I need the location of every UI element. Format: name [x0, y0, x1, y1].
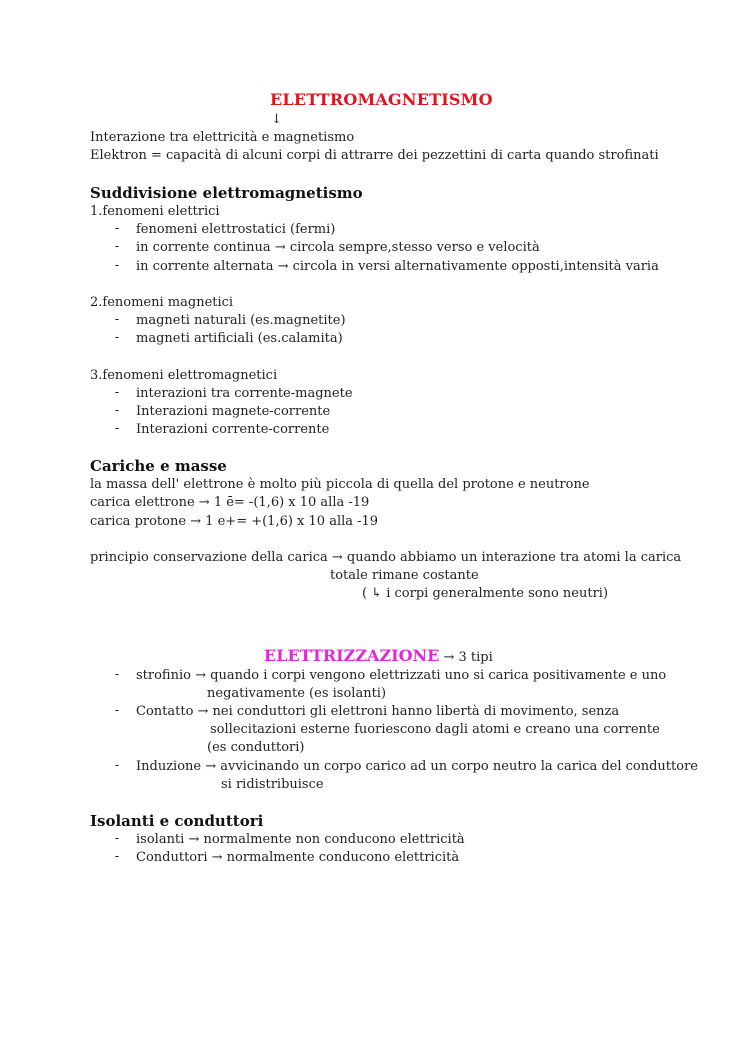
principle-line: totale rimane costante [330, 568, 479, 583]
list-item: magneti artificiali (es.calamita) [136, 331, 343, 346]
principle-note: ( ↳ i corpi generalmente sono neutri) [362, 586, 609, 601]
heading-suffix: → 3 tipi [443, 650, 493, 665]
list-item: Induzione → avvicinando un corpo carico ad un corpo neutro la carica del conduttore [136, 759, 698, 774]
list-item: fenomeni elettrostatici (fermi) [136, 222, 336, 237]
bullet-dash: - [114, 258, 120, 273]
section-heading-line [264, 647, 493, 667]
group-label: 1.fenomeni elettrici [90, 204, 220, 219]
bullet-dash: - [114, 312, 120, 327]
list-item: magneti naturali (es.magnetite) [136, 313, 346, 328]
list-item: Contatto → nei conduttori gli elettroni hanno libertà di movimento, senza [136, 704, 620, 719]
list-item-continuation: negativamente (es isolanti) [207, 686, 387, 701]
list-item: strofinio → quando i corpi vengono elettrizzati uno si carica positivamente e uno [136, 668, 667, 683]
bullet-dash: - [114, 703, 120, 718]
list-item-continuation: sollecitazioni esterne fuoriescono dagli atomi e creano una corrente [210, 722, 660, 737]
text-line: la massa dell' elettrone è molto più piccola di quella del protone e neutrone [90, 477, 590, 492]
section-heading: Cariche e masse [90, 457, 227, 475]
text-line: carica elettrone → 1 ē= -(1,6) x 10 alla -19 [90, 495, 370, 510]
document-title: ELETTROMAGNETISMO [270, 90, 493, 109]
intro-line: Interazione tra elettricità e magnetismo [90, 130, 355, 145]
list-item: interazioni tra corrente-magnete [136, 386, 353, 401]
bullet-dash: - [114, 385, 120, 400]
list-item-continuation: si ridistribuisce [221, 777, 324, 792]
bullet-dash: - [114, 330, 120, 345]
bullet-dash: - [114, 421, 120, 436]
section-heading: Suddivisione elettromagnetismo [90, 184, 363, 202]
bullet-dash: - [114, 849, 120, 864]
section-heading: ELETTRIZZAZIONE [264, 646, 440, 665]
group-label: 3.fenomeni elettromagnetici [90, 368, 278, 383]
bullet-dash: - [114, 239, 120, 254]
section-heading: Isolanti e conduttori [90, 812, 264, 830]
bullet-dash: - [114, 221, 120, 236]
principle-line: principio conservazione della carica → quando abbiamo un interazione tra atomi la carica [90, 550, 682, 565]
list-item: in corrente alternata → circola in versi alternativamente opposti,intensità varia [136, 259, 659, 274]
list-item: isolanti → normalmente non conducono elettricità [136, 832, 465, 847]
group-label: 2.fenomeni magnetici [90, 295, 234, 310]
bullet-dash: - [114, 403, 120, 418]
bullet-dash: - [114, 758, 120, 773]
text-line: carica protone → 1 e+= +(1,6) x 10 alla -19 [90, 514, 379, 529]
list-item: Conduttori → normalmente conducono elettricità [136, 850, 460, 865]
intro-line: Elektron = capacità di alcuni corpi di attrarre dei pezzettini di carta quando strofinati [90, 148, 659, 163]
list-item: Interazioni magnete-corrente [136, 404, 331, 419]
list-item: Interazioni corrente-corrente [136, 422, 330, 437]
list-item-continuation: (es conduttori) [207, 740, 305, 755]
down-arrow: ↓ [271, 112, 282, 127]
bullet-dash: - [114, 667, 120, 682]
bullet-dash: - [114, 831, 120, 846]
list-item: in corrente continua → circola sempre,stesso verso e velocità [136, 240, 540, 255]
